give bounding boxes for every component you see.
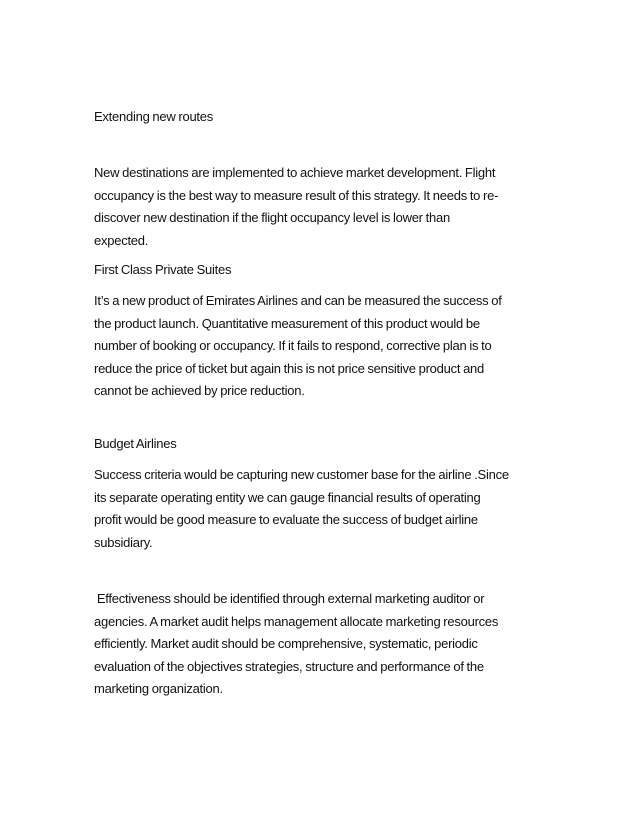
text-line: First Class Private Suites (94, 262, 232, 277)
text-line: reduce the price of ticket but again this is not price sensitive product and (94, 360, 485, 376)
text-line: New destinations are implemented to achieve market development. Flight (94, 165, 496, 180)
text-line: Success criteria would be capturing new customer base for the airline .Since (94, 467, 509, 482)
text-line: subsidiary. (94, 534, 153, 550)
text-line: cannot be achieved by price reduction. (94, 383, 305, 399)
paragraph-budget-airlines (94, 464, 554, 554)
text-line: the product launch. Quantitative measurement of this product would be (94, 315, 480, 331)
text-line: expected. (94, 232, 149, 248)
text-line: occupancy is the best way to measure result of this strategy. It needs to re- (94, 187, 499, 203)
text-line: Effectiveness should be identified through external marketing auditor or (94, 591, 485, 606)
text-line: evaluation of the objectives strategies, structure and performance of the (94, 658, 484, 674)
text-line: Budget Airlines (94, 436, 177, 451)
text-line: It’s a new product of Emirates Airlines and can be measured the success of (94, 293, 502, 308)
heading-first-class-private-suites (94, 259, 554, 282)
text-line: profit would be good measure to evaluate the success of budget airline (94, 512, 478, 528)
paragraph-private-suites (94, 290, 554, 403)
paragraph-new-routes (94, 162, 554, 252)
text-line: number of booking or occupancy. If it fails to respond, corrective plan is to (94, 338, 492, 354)
paragraph-effectiveness (94, 588, 554, 701)
text-line: efficiently. Market audit should be comprehensive, systematic, periodic (94, 636, 478, 652)
text-line: marketing organization. (94, 681, 223, 697)
text-line: agencies. A market audit helps management allocate marketing resources (94, 613, 499, 629)
text-line: Extending new routes (94, 109, 214, 124)
heading-extending-new-routes (94, 106, 554, 129)
text-line: discover new destination if the flight occupancy level is lower than (94, 210, 450, 226)
text-line: its separate operating entity we can gauge financial results of operating (94, 489, 481, 505)
heading-budget-airlines (94, 433, 554, 456)
